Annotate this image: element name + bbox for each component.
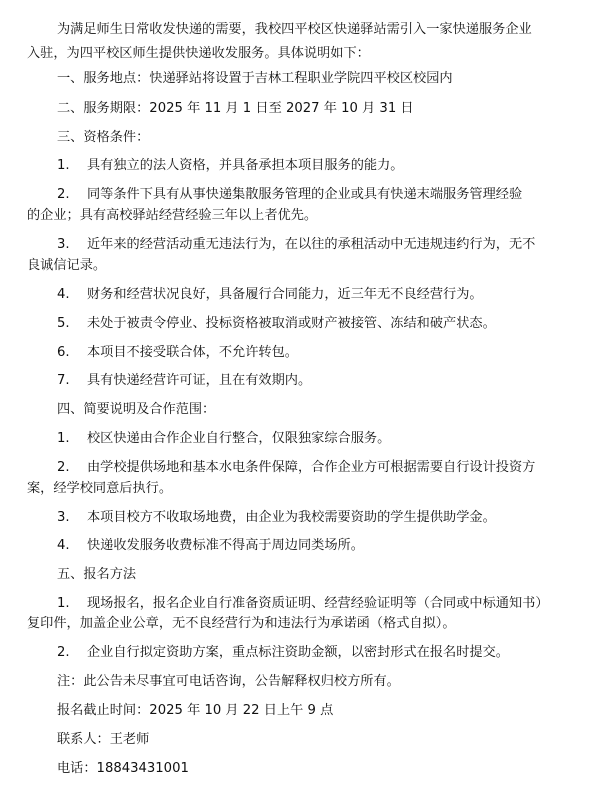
- item-text: 未处于被责令停业、投标资格被取消或财产被接管、冻结和破产状态。: [87, 316, 496, 331]
- contact-person: 联系人：王老师: [57, 732, 150, 747]
- scope-item-4: [57, 537, 364, 555]
- section-title-scope: 四、简要说明及合作范围：: [57, 402, 216, 417]
- item-number: 3.: [57, 510, 70, 525]
- item-text: 财务和经营状况良好，具备履行合同能力，近三年无不良经营行为。: [87, 287, 483, 302]
- scope-item-3: [57, 509, 496, 527]
- intro-line-1: 为满足师生日常收发快递的需要，我校四平校区快递驿站需引入一家快递服务企业: [57, 22, 532, 37]
- registration-deadline: 报名截止时间：2025 年 10 月 22 日上午 9 点: [57, 703, 334, 718]
- qualification-item-3-cont: 良诚信记录。: [27, 258, 107, 273]
- qualification-item-3: [57, 236, 535, 254]
- scope-item-2: [57, 459, 535, 477]
- registration-item-2: [57, 644, 509, 662]
- item-number: 2.: [57, 187, 70, 202]
- section-title-qualifications: 三、资格条件：: [57, 130, 150, 145]
- item-text: 校区快递由合作企业自行整合，仅限独家综合服务。: [87, 431, 391, 446]
- item-text: 快递收发服务收费标准不得高于周边同类场所。: [87, 538, 364, 553]
- section-title-registration: 五、报名方法: [57, 567, 137, 582]
- qualification-item-5: [57, 315, 496, 333]
- item-number: 7.: [57, 373, 70, 388]
- qualification-item-6: [57, 344, 298, 362]
- item-text: 本项目不接受联合体，不允许转包。: [87, 345, 298, 360]
- item-number: 4.: [57, 538, 70, 553]
- item-text: 企业自行拟定资助方案，重点标注资助金额，以密封形式在报名时提交。: [87, 645, 509, 660]
- item-number: 1.: [57, 158, 70, 173]
- scope-item-1: [57, 430, 390, 448]
- item-text: 近年来的经营活动重无违法行为，在以往的承租活动中无违规违约行为，无不: [87, 237, 536, 252]
- item-number: 1.: [57, 596, 70, 611]
- qualification-item-4: [57, 286, 483, 304]
- qualification-item-2-cont: 的企业；具有高校驿站经营经验三年以上者优先。: [27, 208, 318, 223]
- item-number: 3.: [57, 237, 70, 252]
- qualification-item-2: [57, 186, 522, 204]
- qualification-item-1: [57, 157, 404, 175]
- item-number: 4.: [57, 287, 70, 302]
- item-number: 6.: [57, 345, 70, 360]
- contact-phone: 电话：18843431001: [57, 761, 189, 776]
- item-text: 由学校提供场地和基本水电条件保障，合作企业方可根据需要自行设计投资方: [87, 460, 536, 475]
- item-number: 2.: [57, 645, 70, 660]
- intro-line-2: 入驻，为四平校区师生提供快递收发服务。具体说明如下：: [27, 46, 370, 61]
- item-number: 1.: [57, 431, 70, 446]
- service-period: 二、服务期限：2025 年 11 月 1 日至 2027 年 10 月 31 日: [57, 101, 414, 116]
- item-text: 现场报名，报名企业自行准备资质证明、经营经验证明等（合同或中标通知书）: [87, 596, 549, 611]
- item-number: 2.: [57, 460, 70, 475]
- scope-item-2-cont: 案，经学校同意后执行。: [27, 481, 173, 496]
- service-location: 一、服务地点：快递驿站将设置于吉林工程职业学院四平校区校园内: [57, 71, 453, 86]
- item-text: 本项目校方不收取场地费，由企业为我校需要资助的学生提供助学金。: [87, 510, 496, 525]
- item-text: 具有快递经营许可证，且在有效期内。: [87, 373, 312, 388]
- item-number: 5.: [57, 316, 70, 331]
- footer-note: 注：此公告未尽事宜可电话咨询，公告解释权归校方所有。: [57, 674, 400, 689]
- registration-item-1: [57, 595, 549, 613]
- qualification-item-7: [57, 372, 311, 390]
- registration-item-1-cont: 复印件，加盖企业公章，无不良经营行为和违法行为承诺函（格式自拟）。: [27, 616, 456, 631]
- item-text: 具有独立的法人资格，并具备承担本项目服务的能力。: [87, 158, 404, 173]
- item-text: 同等条件下具有从事快递集散服务管理的企业或具有快递末端服务管理经验: [87, 187, 523, 202]
